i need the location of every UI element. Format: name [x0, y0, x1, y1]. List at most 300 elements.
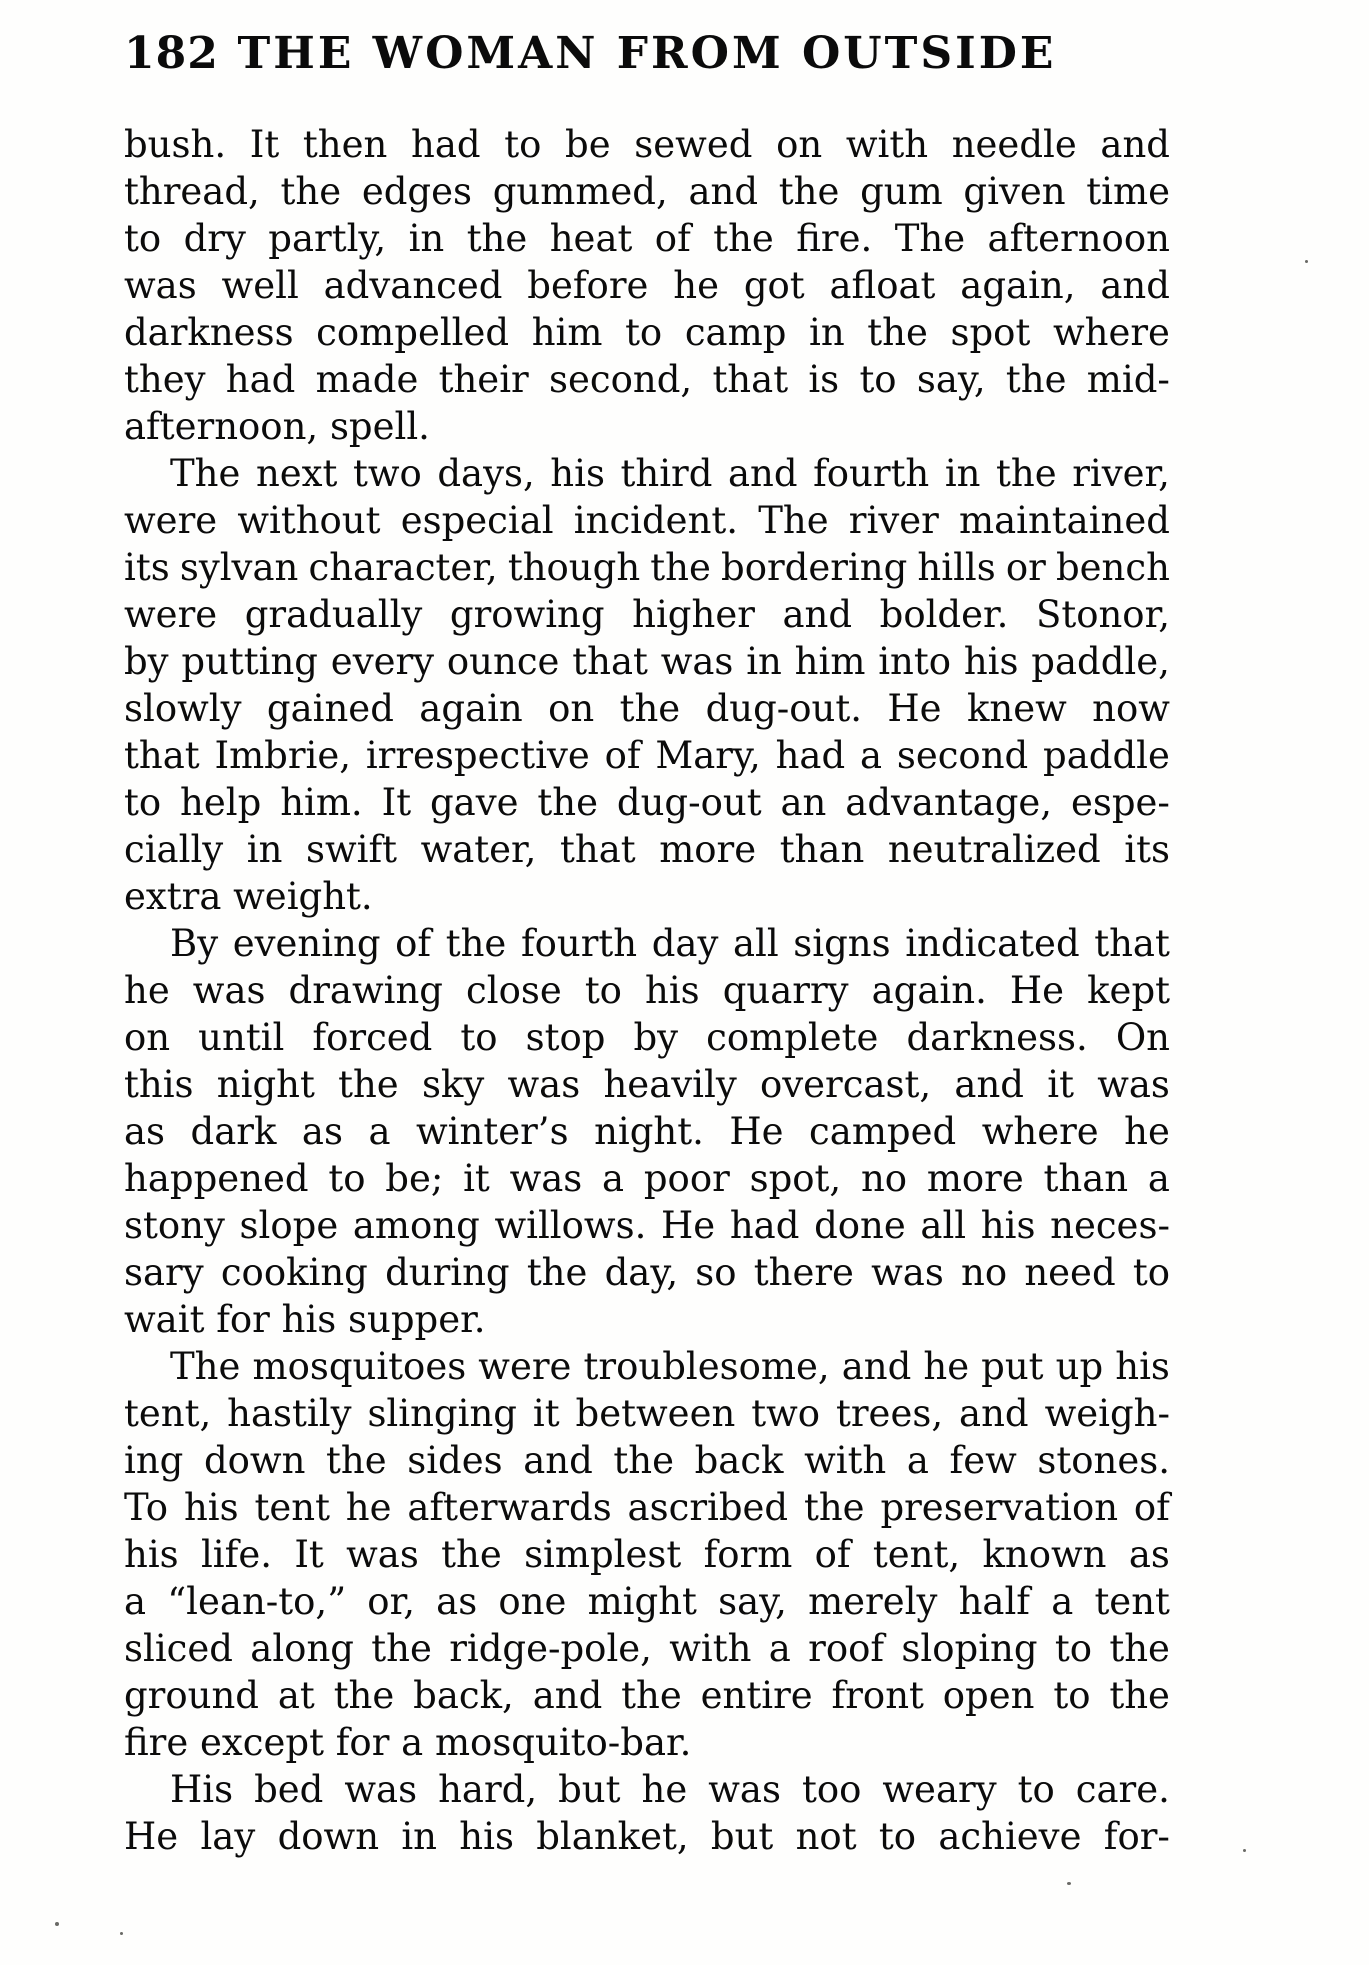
word: dug-out.: [705, 687, 863, 730]
word: bordering: [721, 546, 908, 589]
word: life.: [200, 1533, 272, 1576]
word: it: [1047, 1063, 1074, 1106]
word: On: [1115, 1016, 1170, 1059]
word: water,: [420, 828, 537, 871]
word: the: [537, 781, 599, 824]
word: as: [124, 1110, 166, 1153]
word: that: [124, 734, 200, 777]
word: sylvan: [179, 546, 299, 589]
word: then: [302, 123, 388, 166]
word: slinging: [367, 1392, 517, 1435]
text-line: [124, 450, 1170, 497]
word: espe-: [1070, 781, 1170, 824]
word: indicated: [905, 922, 1080, 965]
word: He: [1009, 969, 1065, 1012]
text-line: [124, 1343, 1170, 1390]
word: of: [604, 734, 641, 777]
word: the: [338, 1063, 399, 1106]
word: in: [401, 1815, 437, 1858]
text-line: [124, 544, 1170, 591]
word: bench: [1055, 546, 1170, 589]
word: open: [942, 1674, 1035, 1717]
word: too: [801, 1768, 862, 1811]
word: or,: [367, 1580, 415, 1623]
word: he: [641, 1768, 688, 1811]
word: a: [1147, 1157, 1170, 1200]
word: His: [170, 1768, 234, 1811]
word: no: [961, 1251, 1008, 1294]
word: and: [954, 1063, 1024, 1106]
text-line: [124, 685, 1170, 732]
word: so: [695, 1251, 737, 1294]
text-line: [124, 967, 1170, 1014]
word: day: [651, 922, 719, 965]
word: heat: [549, 217, 633, 260]
word: half: [958, 1580, 1030, 1623]
word: dry: [183, 217, 246, 260]
word: before: [527, 264, 649, 307]
word: to: [328, 1157, 366, 1200]
word: next: [255, 452, 338, 495]
word: preservation: [880, 1486, 1119, 1529]
word: fire.: [796, 217, 873, 260]
paragraph: [124, 121, 1170, 403]
word: river: [848, 499, 939, 542]
word: paddle,: [1031, 640, 1170, 683]
word: to: [859, 358, 897, 401]
word: The: [758, 499, 829, 542]
text-line: [124, 1249, 1170, 1296]
paragraph: [124, 450, 1170, 920]
paragraph: [124, 1343, 1170, 1766]
word: as: [436, 1580, 478, 1623]
word: though: [507, 546, 641, 589]
word: for-: [1103, 1815, 1170, 1858]
word: to: [1132, 1251, 1170, 1294]
word: time: [1086, 170, 1170, 213]
word: his: [963, 640, 1019, 683]
word: was: [344, 1768, 418, 1811]
word: it: [463, 1157, 490, 1200]
word: hastily: [227, 1392, 352, 1435]
word: him: [531, 311, 603, 354]
word: during: [385, 1251, 510, 1294]
word: mosquitoes: [252, 1345, 467, 1388]
word: made: [315, 358, 419, 401]
text-line: [124, 920, 1170, 967]
word: tent: [1094, 1580, 1170, 1623]
word: the: [326, 1439, 387, 1482]
word: where: [1052, 311, 1170, 354]
word: happened: [124, 1157, 309, 1200]
word: be: [565, 123, 611, 166]
word: hard,: [438, 1768, 538, 1811]
word: dark: [190, 1110, 277, 1153]
word: between: [575, 1392, 736, 1435]
word: need: [1024, 1251, 1116, 1294]
word: but: [558, 1768, 621, 1811]
text-line: [124, 356, 1170, 403]
word: to: [460, 1016, 498, 1059]
word: where: [981, 1110, 1099, 1153]
word: gummed,: [492, 170, 668, 213]
word: in: [809, 311, 845, 354]
word: irrespective: [365, 734, 590, 777]
text-line: [124, 1672, 1170, 1719]
word: incident.: [573, 499, 739, 542]
word: its: [1124, 828, 1170, 871]
word: his: [1115, 1345, 1170, 1388]
scan-speck: [120, 1932, 123, 1935]
word: the: [996, 452, 1057, 495]
word: ing: [124, 1439, 184, 1482]
word: advanced: [323, 264, 503, 307]
word: the: [613, 1439, 674, 1482]
text-line: wait for his supper.: [124, 1298, 486, 1341]
word: the: [526, 1251, 588, 1294]
text-line: [124, 1155, 1170, 1202]
word: on: [548, 687, 595, 730]
word: they: [124, 358, 206, 401]
word: of: [1133, 1486, 1170, 1529]
text-line: [124, 1813, 1170, 1860]
word: camp: [684, 311, 787, 354]
word: camped: [809, 1110, 957, 1153]
word: dug-out: [616, 781, 762, 824]
word: a: [602, 1157, 625, 1200]
word: was: [346, 1533, 419, 1576]
word: the: [867, 311, 928, 354]
word: his: [980, 1204, 1036, 1247]
word: there: [753, 1251, 854, 1294]
word: the: [371, 1627, 432, 1670]
word: night: [216, 1063, 315, 1106]
word: the: [650, 546, 711, 589]
word: the: [803, 1486, 865, 1529]
word: He: [124, 1815, 179, 1858]
word: this: [124, 1063, 194, 1106]
word: Imbrie,: [214, 734, 352, 777]
word: that: [572, 640, 648, 683]
word: and: [532, 1674, 603, 1717]
word: slope: [239, 1204, 339, 1247]
word: ascribed: [627, 1486, 789, 1529]
word: and: [727, 452, 798, 495]
text-line: [124, 638, 1170, 685]
word: on: [124, 1016, 171, 1059]
word: known: [982, 1533, 1107, 1576]
word: the: [280, 170, 342, 213]
word: was: [871, 1251, 944, 1294]
word: had: [225, 358, 296, 401]
word: river,: [1072, 452, 1170, 495]
word: that: [560, 828, 636, 871]
word: The: [170, 1345, 241, 1388]
word: blanket,: [536, 1815, 689, 1858]
word: fourth: [520, 922, 638, 965]
word: his: [550, 452, 605, 495]
word: troublesome,: [583, 1345, 830, 1388]
text-line: [124, 826, 1170, 873]
word: his: [459, 1815, 514, 1858]
word: the: [713, 217, 774, 260]
word: form: [703, 1533, 793, 1576]
word: the: [333, 1674, 395, 1717]
word: knew: [966, 687, 1067, 730]
word: every: [330, 640, 435, 683]
word: be;: [385, 1157, 444, 1200]
word: given: [963, 170, 1066, 213]
word: ounce: [446, 640, 560, 683]
word: one: [498, 1580, 567, 1623]
word: again: [419, 687, 523, 730]
scan-speck: [55, 1922, 59, 1926]
word: the: [466, 217, 528, 260]
word: second: [896, 734, 1029, 777]
word: again.: [871, 969, 987, 1012]
word: afloat: [829, 264, 936, 307]
word: ground: [124, 1674, 259, 1717]
word: sewed: [634, 123, 753, 166]
word: not: [795, 1815, 857, 1858]
word: in: [246, 828, 283, 871]
word: was: [124, 264, 197, 307]
word: darkness.: [906, 1016, 1088, 1059]
word: he: [673, 264, 719, 307]
word: a: [768, 1627, 791, 1670]
word: all: [732, 922, 779, 965]
word: of: [814, 1533, 851, 1576]
word: stones.: [1037, 1439, 1170, 1482]
word: tent,: [872, 1533, 961, 1576]
word: “lean-to,”: [167, 1580, 347, 1623]
word: to: [878, 1815, 917, 1858]
text-line: afternoon, spell.: [124, 405, 430, 448]
text-line: [124, 1531, 1170, 1578]
paragraph: [124, 920, 1170, 1343]
word: more: [926, 1157, 1024, 1200]
word: forced: [312, 1016, 433, 1059]
word: as: [301, 1110, 343, 1153]
word: was: [660, 640, 734, 683]
word: care.: [1075, 1768, 1170, 1811]
word: sides: [407, 1439, 503, 1482]
text-line: [124, 1390, 1170, 1437]
word: bolder.: [879, 593, 1009, 636]
text-line: [124, 1766, 1170, 1813]
word: paddle: [1043, 734, 1170, 777]
word: on: [776, 123, 823, 166]
word: compelled: [316, 311, 510, 354]
word: their: [438, 358, 529, 401]
word: cially: [124, 828, 224, 871]
word: second,: [549, 358, 693, 401]
word: two: [751, 1392, 821, 1435]
word: putting: [181, 640, 318, 683]
word: day,: [604, 1251, 679, 1294]
word: entire: [700, 1674, 813, 1717]
text-line: [124, 1061, 1170, 1108]
word: was: [708, 1768, 781, 1811]
word: he: [345, 1486, 392, 1529]
word: along: [250, 1627, 354, 1670]
word: help: [180, 781, 262, 824]
word: It: [249, 123, 280, 166]
word: drawing: [288, 969, 443, 1012]
word: The: [170, 452, 241, 495]
word: was: [507, 1063, 581, 1106]
word: thread,: [124, 170, 260, 213]
text-line: fire except for a mosquito-bar.: [124, 1721, 692, 1764]
word: was: [192, 969, 266, 1012]
word: front: [831, 1674, 924, 1717]
word: at: [277, 1674, 315, 1717]
scan-speck: [1067, 1882, 1071, 1885]
text-line: [124, 1108, 1170, 1155]
word: was: [509, 1157, 583, 1200]
word: a: [368, 1110, 391, 1153]
word: To: [124, 1486, 169, 1529]
word: afterwards: [407, 1486, 612, 1529]
word: that: [1094, 922, 1170, 965]
word: character,: [308, 546, 498, 589]
word: down: [203, 1439, 306, 1482]
word: ridge-pole,: [449, 1627, 652, 1670]
word: to: [1054, 1627, 1093, 1670]
word: is: [808, 358, 840, 401]
word: stop: [525, 1016, 606, 1059]
word: heavily: [603, 1063, 737, 1106]
word: weigh-: [1044, 1392, 1170, 1435]
word: spot: [950, 311, 1031, 354]
word: with: [845, 123, 929, 166]
word: bush.: [124, 123, 227, 166]
word: bed: [254, 1768, 324, 1811]
word: partly,: [268, 217, 387, 260]
word: few: [949, 1439, 1017, 1482]
word: and: [523, 1439, 593, 1482]
word: close: [466, 969, 562, 1012]
word: neutralized: [887, 828, 1101, 871]
word: its: [124, 546, 170, 589]
word: days,: [437, 452, 535, 495]
scan-speck: [1305, 260, 1308, 263]
word: needle: [951, 123, 1077, 166]
word: in: [944, 452, 981, 495]
word: spot,: [749, 1157, 842, 1200]
word: than: [779, 828, 865, 871]
word: the: [441, 1533, 502, 1576]
word: no: [860, 1157, 908, 1200]
word: sky: [421, 1063, 485, 1106]
word: the: [445, 922, 507, 965]
word: gradually: [244, 593, 423, 636]
word: back: [694, 1439, 784, 1482]
word: and: [688, 170, 759, 213]
word: the: [621, 1674, 682, 1717]
word: to: [124, 781, 162, 824]
word: a: [1051, 1580, 1074, 1623]
word: The: [894, 217, 966, 260]
word: neces-: [1050, 1204, 1170, 1247]
word: willows.: [494, 1204, 647, 1247]
word: two: [352, 452, 422, 495]
word: higher: [632, 593, 755, 636]
text-line: [124, 779, 1170, 826]
word: by: [633, 1016, 679, 1059]
word: had: [410, 123, 481, 166]
word: that: [712, 358, 789, 401]
page-title: THE WOMAN FROM OUTSIDE: [237, 28, 1057, 79]
word: lay: [200, 1815, 256, 1858]
word: and: [841, 1345, 912, 1388]
word: but: [710, 1815, 774, 1858]
word: cooking: [220, 1251, 368, 1294]
word: growing: [449, 593, 605, 636]
word: and: [782, 593, 853, 636]
word: he: [124, 969, 170, 1012]
word: the: [1109, 1627, 1170, 1670]
word: in: [408, 217, 445, 260]
text-line: [124, 168, 1170, 215]
word: signs: [793, 922, 891, 965]
word: gum: [860, 170, 943, 213]
text-line: [124, 121, 1170, 168]
text-line: [124, 309, 1170, 356]
word: to: [625, 311, 663, 354]
word: now: [1092, 687, 1170, 730]
word: to: [1017, 1768, 1055, 1811]
word: third: [620, 452, 713, 495]
word: until: [198, 1016, 285, 1059]
word: sliced: [124, 1627, 233, 1670]
word: a: [906, 1439, 929, 1482]
word: and: [1100, 123, 1170, 166]
word: as: [1128, 1533, 1170, 1576]
word: It: [294, 1533, 324, 1576]
word: or: [1005, 546, 1046, 589]
word: an: [780, 781, 827, 824]
word: evening: [232, 922, 381, 965]
word: maintained: [958, 499, 1170, 542]
text-line: [124, 215, 1170, 262]
word: night.: [594, 1110, 704, 1153]
word: were: [478, 1345, 572, 1388]
text-line: [124, 497, 1170, 544]
word: overcast,: [759, 1063, 932, 1106]
word: the: [1005, 358, 1067, 401]
word: By: [170, 922, 219, 965]
word: roof: [808, 1627, 885, 1670]
word: without: [237, 499, 381, 542]
word: Stonor,: [1035, 593, 1170, 636]
word: was: [1097, 1063, 1170, 1106]
word: He: [661, 1204, 716, 1247]
text-line: [124, 1625, 1170, 1672]
text-line: [124, 1578, 1170, 1625]
word: were: [124, 499, 218, 542]
word: well: [221, 264, 299, 307]
word: back,: [413, 1674, 514, 1717]
word: of: [654, 217, 691, 260]
word: his: [124, 1533, 179, 1576]
word: edges: [361, 170, 472, 213]
word: Mary,: [655, 734, 761, 777]
word: and: [959, 1392, 1029, 1435]
word: swift: [305, 828, 398, 871]
word: He: [887, 687, 942, 730]
word: mid-: [1086, 358, 1170, 401]
